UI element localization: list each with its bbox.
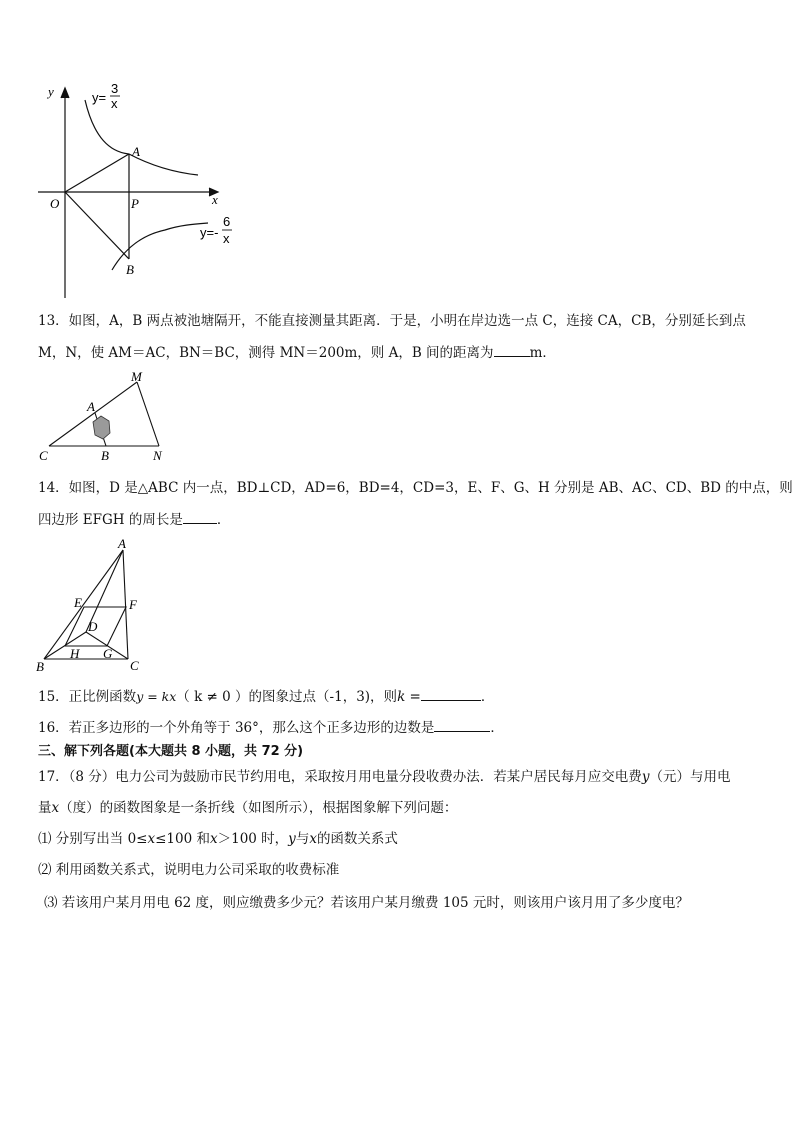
segment-OB xyxy=(65,192,129,259)
curve1-label-lhs: y= xyxy=(92,90,107,105)
q13-line2-text: M，N，使 AM＝AC，BN＝BC，测得 MN＝200m，则 A，B 间的距离为 xyxy=(38,345,494,361)
point-H-label: H xyxy=(70,646,80,661)
q15-condition: （ k ≠ 0 ）的图象过点（-1，3)，则 xyxy=(176,689,398,705)
q16-answer-blank[interactable] xyxy=(434,717,490,732)
point-P-label: P xyxy=(131,196,139,211)
q17-subquestion-1 xyxy=(38,829,398,849)
q13-answer-blank[interactable] xyxy=(494,342,530,357)
q14-line2-end: ． xyxy=(216,512,231,528)
q17-subquestion-3: ⑶ 若该用户某月用电 62 度，则应缴费多少元？若该用户某月缴费 105 元时，则该用户该月用了多少度电？ xyxy=(44,895,689,911)
q17-sub1-x2: x xyxy=(209,831,218,847)
segment-CM xyxy=(49,382,137,446)
section-3-heading: 三、解下列各题(本大题共 8 小题，共 72 分) xyxy=(38,744,304,759)
q16-text: 16．若正多边形的一个外角等于 36°，那么这个正多边形的边数是 xyxy=(38,720,435,736)
figure-q13-pond xyxy=(35,372,185,467)
q17-line2-end: （度）的函数图象是一条折线（如图所示），根据图象解下列问题： xyxy=(59,800,458,816)
segment-AB xyxy=(44,550,123,659)
point-B-label: B xyxy=(36,659,44,674)
q17-sub1-x1: x xyxy=(147,831,156,847)
q14-line1: 14．如图，D 是△ABC 内一点，BD⊥CD，AD=6，BD=4，CD=3，E、F、G、H 分别是 AB、AC、CD、BD 的中点，则 xyxy=(38,480,793,496)
point-A-label: A xyxy=(118,536,126,551)
q17-line1 xyxy=(38,767,730,787)
q15-answer-blank[interactable] xyxy=(421,686,481,701)
figure-q14-quadrilateral xyxy=(30,536,150,676)
q16-end: ． xyxy=(490,720,504,736)
q17-line2-text: 量 xyxy=(38,800,52,816)
q13-line1: 13．如图，A，B 两点被池塘隔开，不能直接测量其距离．于是，小明在岸边选一点 C，连接 CA，CB，分别延长到点 xyxy=(38,313,746,329)
q15-text: 15．正比例函数 xyxy=(38,689,137,705)
point-G-label: G xyxy=(103,646,113,661)
q15-end: ． xyxy=(480,689,495,705)
q17-sub1-end: 的函数关系式 xyxy=(316,831,398,847)
q17-sub1-mid3: 与 xyxy=(295,831,310,847)
q17-sub1-mid2: ＞100 时， xyxy=(217,831,289,847)
y-axis-arrow xyxy=(61,88,69,98)
point-F-label: F xyxy=(129,597,137,612)
pond-shape xyxy=(93,416,110,439)
point-E-label: E xyxy=(74,595,82,610)
point-A-label: A xyxy=(132,144,140,159)
curve1-label-num: 3 xyxy=(111,81,119,96)
figure-q12-hyperbola-graph xyxy=(30,80,260,300)
x-axis-label: x xyxy=(212,192,218,207)
curve2-label-den: x xyxy=(223,231,230,246)
point-D-label: D xyxy=(88,619,98,634)
q15-line xyxy=(38,686,494,707)
curve-y-3-over-x xyxy=(85,100,198,175)
point-B-label: B xyxy=(126,262,134,277)
curve2-label-lhs: y=- xyxy=(200,225,219,240)
q17-line1-end: （元）与用电 xyxy=(649,769,731,785)
segment-MN xyxy=(137,382,159,446)
q13-line2-end: m． xyxy=(529,345,556,361)
q14-line2 xyxy=(38,509,230,530)
point-A-label: A xyxy=(87,399,95,414)
point-B-label: B xyxy=(101,448,109,463)
q17-sub1-y: y xyxy=(288,831,296,847)
q13-line2 xyxy=(38,342,556,363)
origin-label: O xyxy=(50,196,60,211)
q17-sub1-text: ⑴ 分别写出当 0≤ xyxy=(38,831,148,847)
q14-line2-text: 四边形 EFGH 的周长是 xyxy=(38,512,183,528)
q15-formula: y = kx xyxy=(136,689,177,704)
y-axis-label: y xyxy=(48,84,54,99)
q15-k-eq: k = xyxy=(397,689,421,705)
q17-line1-text: 17．（8 分）电力公司为鼓励市民节约用电，采取按月用电量分段收费办法．若某户居民每月应交电费 xyxy=(38,769,642,785)
q17-line2 xyxy=(38,798,457,818)
curve1-label-den: x xyxy=(111,96,118,111)
q17-subquestion-2: ⑵ 利用函数关系式，说明电力公司采取的收费标准 xyxy=(38,862,340,878)
segment-OA xyxy=(65,154,129,192)
point-C-label: C xyxy=(39,448,48,463)
segment-AC xyxy=(123,550,128,659)
q17-x-var: x xyxy=(51,800,60,816)
q17-y-var: y xyxy=(641,769,650,785)
curve2-label-num: 6 xyxy=(223,214,231,229)
q17-sub1-x3: x xyxy=(309,831,317,847)
q17-sub1-mid: ≤100 和 xyxy=(155,831,210,847)
point-M-label: M xyxy=(131,372,142,384)
point-N-label: N xyxy=(153,448,162,463)
point-C-label: C xyxy=(130,658,139,673)
q16-line xyxy=(38,717,504,738)
q14-answer-blank[interactable] xyxy=(183,509,217,524)
